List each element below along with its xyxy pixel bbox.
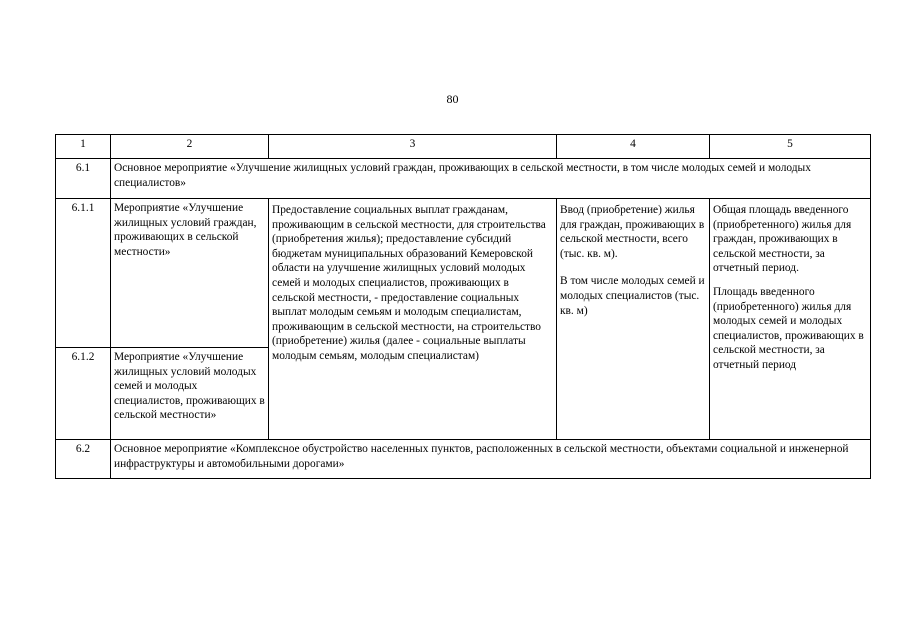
row-number: 6.1.2 bbox=[56, 348, 111, 440]
section-title: Основное мероприятие «Улучшение жилищных условий граждан, проживающих в сельской местности, в том числе молодых семей и молодых специалистов» bbox=[111, 159, 871, 199]
measure-description: Предоставление социальных выплат гражданам, проживающим в сельской местности, для строительства (приобретения жилья); предоставление субсидий бюджетам муниципальных образований Кемеровской области на улучшение жилищных условий молодых семей и молодых специалистов, проживающих в сельской местности, - предоставление социальных выплат молодым семьям и молодым специалистам, проживающим в сельской местности, на строительство (приобретение) жилья (далее - социальные выплаты молодым семьям, молодым специалистам) bbox=[269, 199, 557, 440]
indicator-cell bbox=[557, 199, 710, 440]
header-col-5: 5 bbox=[710, 135, 871, 159]
row-number: 6.1 bbox=[56, 159, 111, 199]
calculation-cell bbox=[710, 199, 871, 440]
row-number: 6.1.1 bbox=[56, 199, 111, 348]
measure-name: Мероприятие «Улучшение жилищных условий граждан, проживающих в сельской местности» bbox=[111, 199, 269, 348]
table-row-6-2 bbox=[56, 440, 871, 479]
section-title: Основное мероприятие «Комплексное обустройство населенных пунктов, расположенных в сельской местности, объектами социальной и инженерной инфраструктуры и автомобильными дорогами» bbox=[111, 440, 871, 479]
header-col-1: 1 bbox=[56, 135, 111, 159]
header-col-3: 3 bbox=[269, 135, 557, 159]
calculation-total: Общая площадь введенного (приобретенного) жилья для граждан, проживающих в сельской местности, за отчетный период. bbox=[713, 204, 852, 275]
header-row bbox=[56, 135, 871, 159]
row-number: 6.2 bbox=[56, 440, 111, 479]
table-row-6-1 bbox=[56, 159, 871, 199]
indicator-total: Ввод (приобретение) жилья для граждан, проживающих в сельской местности, всего (тыс. кв. м). bbox=[560, 204, 705, 260]
measure-name: Мероприятие «Улучшение жилищных условий молодых семей и молодых специалистов, проживающих в сельской местности» bbox=[111, 348, 269, 440]
calculation-young: Площадь введенного (приобретенного) жилья для молодых семей и молодых специалистов, проживающих в сельской местности, за отчетный период bbox=[713, 285, 864, 371]
table-row-6-1-1 bbox=[56, 199, 871, 348]
page-number: 80 bbox=[446, 92, 459, 106]
header-col-4: 4 bbox=[557, 135, 710, 159]
indicator-young: В том числе молодых семей и молодых специалистов (тыс. кв. м) bbox=[560, 275, 705, 317]
header-col-2: 2 bbox=[111, 135, 269, 159]
indicators-table bbox=[55, 134, 871, 479]
